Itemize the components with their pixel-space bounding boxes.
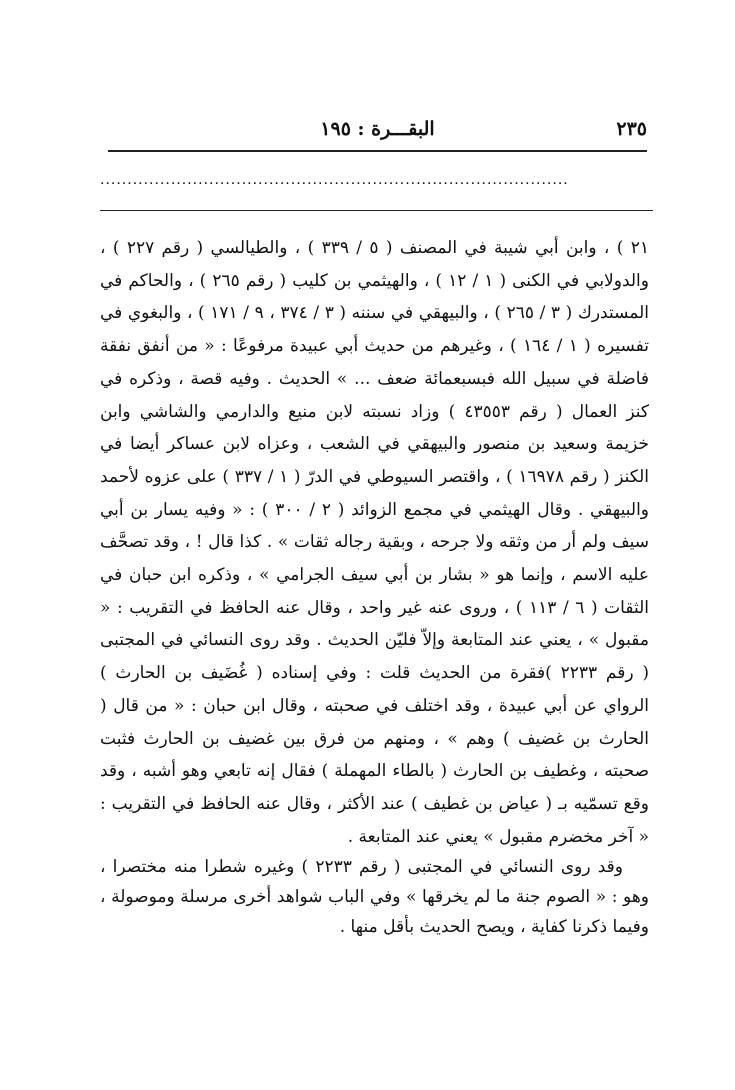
footnote-rule — [100, 210, 653, 211]
page-header — [108, 112, 647, 146]
closing-text: وقد روى النسائي في المجتبى ( رقم ٢٢٣٣ ) وغيره شطرا منه مختصرا ، وهو : « الصوم جنة ما لم يخرقها » وفي الباب شواهد أخرى مرسلة وموصولة ، وفيما ذكرنا كفاية ، ويصح الحديث بأقل منها . — [100, 857, 649, 937]
footnote-paragraph — [100, 232, 649, 853]
closing-paragraph — [100, 852, 649, 942]
page-number: ٢٣٥ — [616, 118, 647, 140]
dotted-separator: ...................................................................................... — [100, 172, 569, 188]
header-rule — [108, 150, 647, 152]
chapter-title: البقـــرة : ١٩٥ — [320, 118, 435, 140]
footnote-text: ٢١ ) ، وابن أبي شيبة في المصنف ( ٥ / ٣٣٩ ) ، والطيالسي ( رقم ٢٢٧ ) ، والدولابي في الكنى ( ١ / ١٢ ) ، والهيثمي بن كليب ( رقم ٢٦٥ ) ، والحاكم في المستدرك ( ٣ / ٢٦٥ ) ، والبيهقي في سننه ( ٣ / ٣٧٤ ، ٩ / ١٧١ ) ، والبغوي في تفسيره ( ١ / ١٦٤ ) ، وغيرهم من حديث أبي عبيدة مرفوعًا : « من أنفق نفقة فاضلة في سبيل الله فبسبعمائة ضعف ... » الحديث . وفيه قصة ، وذكره في كنز العمال ( رقم ٤٣٥٥٣ ) وزاد نسبته لابن منيع والدارمي والشاشي وابن خزيمة وسعيد بن منصور والبيهقي في الشعب ، وعزاه لابن عساكر أيضا في الكنز ( رقم ١٦٩٧٨ ) ، واقتصر السيوطي في الدرّ ( ١ / ٣٣٧ ) على عزوه لأحمد والبيهقي . وقال الهيثمي في مجمع الزوائد ( ٢ / ٣٠٠ ) : « وفيه يسار بن أبي سيف ولم أر من وثقه ولا جرحه ، وبقية رجاله ثقات » . كذا قال ! ، وقد تصحَّف عليه الاسم ، وإنما هو « بشار بن أبي سيف الجرامي » ، وذكره ابن حبان في الثقات ( ٦ / ١١٣ ) ، وروى عنه غير واحد ، وقال عنه الحافظ في التقريب : « مقبول » ، يعني عند المتابعة وإلاّ فليّن الحديث . وقد روى النسائي في المجتبى ( رقم ٢٢٣٣ )فقرة من الحديث قلت : وفي إسناده ( غُضَيف بن الحارث ) الرواي عن أبي عبيدة ، وقد اختلف في صحبته ، وقال ابن حبان : « من قال ( الحارث بن غضيف ) وهم » ، ومنهم من فرق بين غضيف بن الحارث فثبت صحبته ، وغطيف بن الحارث ( بالطاء المهملة ) فقال إنه تابعي وهو أشبه ، وقد وقع تسمّيه بـ ( عياض بن غطيف ) عند الأكثر ، وقال عنه الحافظ في التقريب : « آخر مخضرم مقبول » يعني عند المتابعة . — [100, 238, 650, 847]
